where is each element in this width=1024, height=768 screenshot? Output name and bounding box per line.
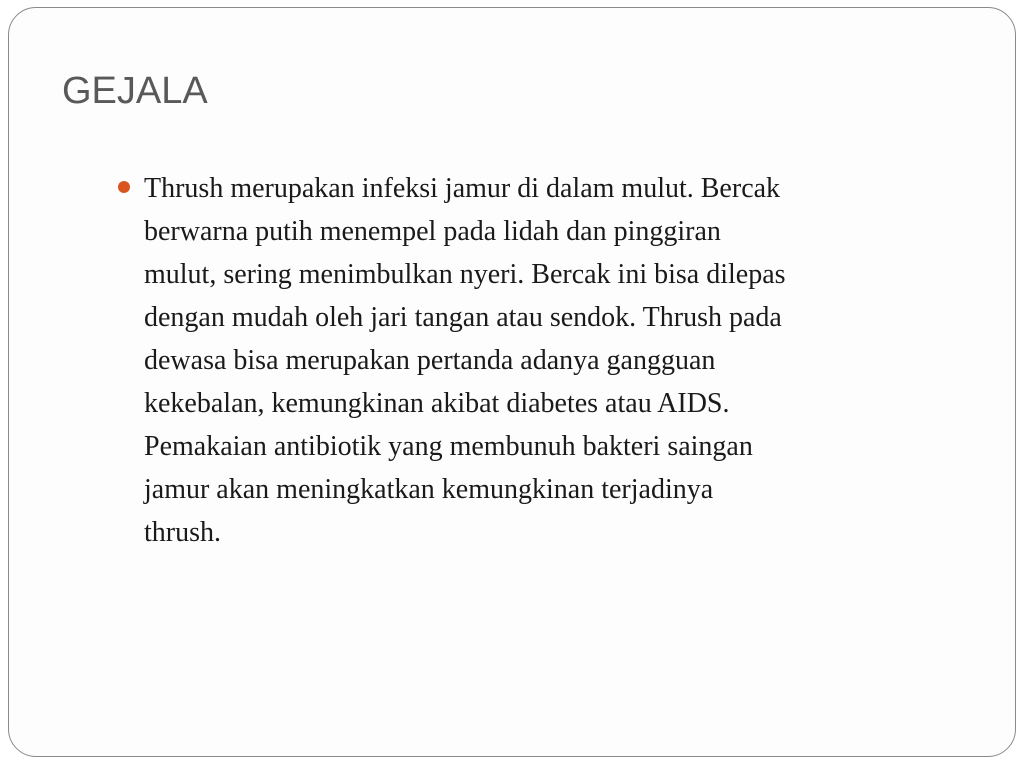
bullet-line: jamur akan meningkatkan kemungkinan terjadinya	[144, 474, 714, 505]
bullet-dot-icon	[118, 181, 130, 193]
bullet-item	[118, 167, 968, 554]
bullet-line: dewasa bisa merupakan pertanda adanya gangguan	[144, 345, 716, 376]
bullet-line: Pemakaian antibiotik yang membunuh bakteri saingan	[144, 431, 753, 462]
bullet-line: thrush.	[144, 517, 221, 548]
bullet-list	[118, 167, 968, 554]
bullet-text	[144, 167, 968, 554]
bullet-line: berwarna putih menempel pada lidah dan pinggiran	[144, 216, 721, 247]
bullet-line: dengan mudah oleh jari tangan atau sendok. Thrush pada	[144, 302, 782, 333]
bullet-line: Thrush merupakan infeksi jamur di dalam mulut. Bercak	[144, 173, 781, 204]
slide-title: GEJALA	[62, 70, 208, 112]
bullet-line: kekebalan, kemungkinan akibat diabetes atau AIDS.	[144, 388, 730, 419]
bullet-line: mulut, sering menimbulkan nyeri. Bercak ini bisa dilepas	[144, 259, 786, 290]
